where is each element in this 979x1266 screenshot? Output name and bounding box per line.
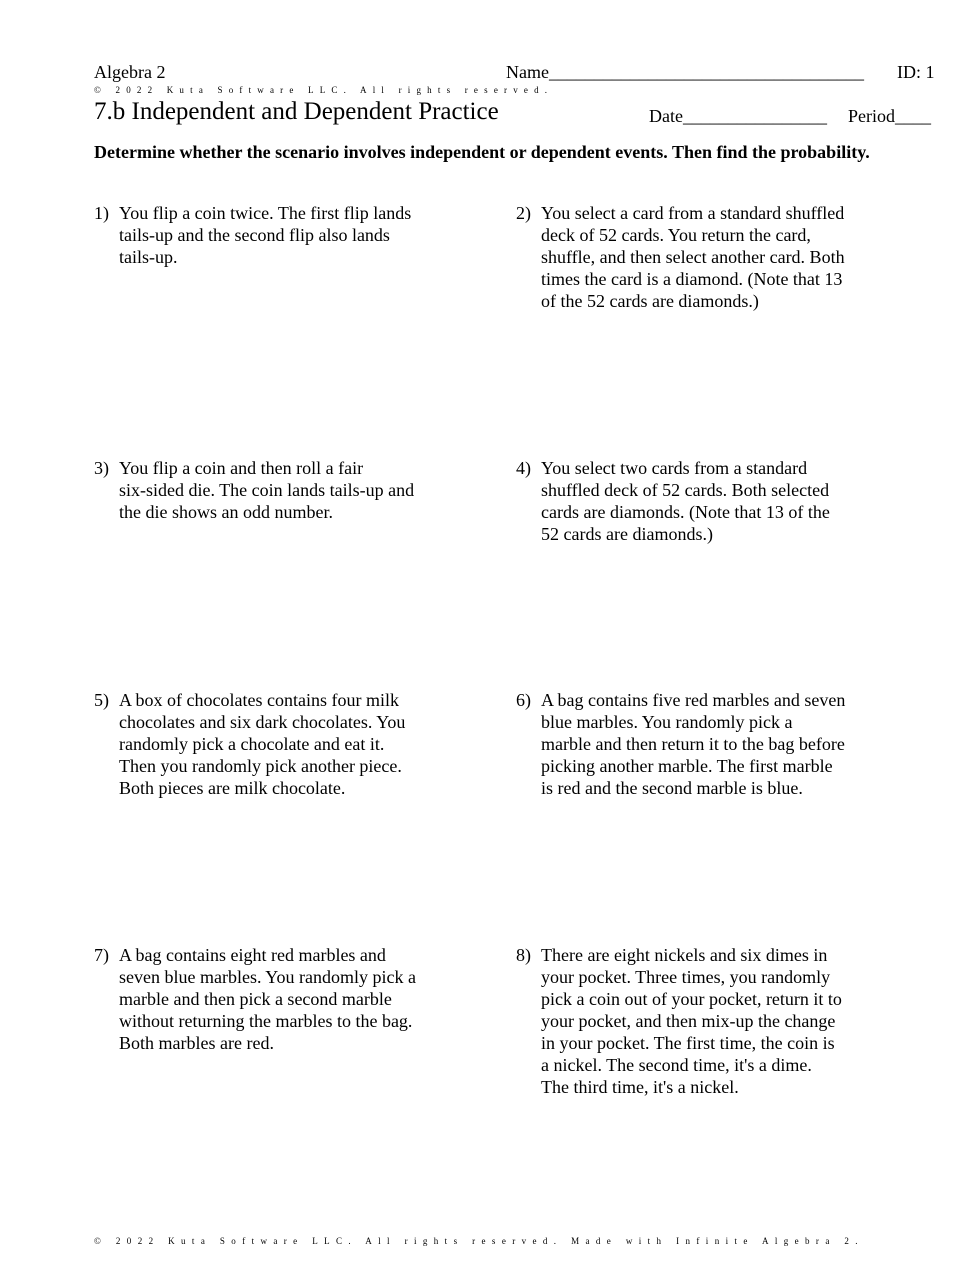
- problem-number: 2): [516, 203, 531, 223]
- instructions: Determine whether the scenario involves independent or dependent events. Then find the probability.: [94, 142, 870, 162]
- problem-number: 1): [94, 203, 109, 223]
- id-label: ID: 1: [897, 62, 935, 82]
- course-label: Algebra 2: [94, 62, 166, 82]
- copyright-header: © 2022 Kuta Software LLC. All rights reserved.: [94, 85, 554, 95]
- problem-text: A box of chocolates contains four milk chocolates and six dark chocolates. You randomly pick a chocolate and eat it. Then you randomly pick another piece. Both pieces are milk chocolate.: [119, 690, 406, 798]
- problem-number: 4): [516, 458, 531, 478]
- copyright-footer: © 2022 Kuta Software LLC. All rights reserved. Made with Infinite Algebra 2.: [94, 1236, 864, 1246]
- problem-text: There are eight nickels and six dimes in your pocket. Three times, you randomly pick a coin out of your pocket, return it to your pocket, and then mix-up the change in your pocket. The first time, the coin is a nickel. The second time, it's a dime. The third time, it's a nickel.: [541, 945, 842, 1097]
- problem-text: You flip a coin and then roll a fair six-sided die. The coin lands tails-up and the die shows an odd number.: [119, 458, 415, 522]
- date-field[interactable]: Date________________: [649, 106, 827, 126]
- problem-number: 8): [516, 945, 531, 965]
- problem-number: 3): [94, 458, 109, 478]
- problem-text: A bag contains eight red marbles and seven blue marbles. You randomly pick a marble and then pick a second marble without returning the marbles to the bag. Both marbles are red.: [119, 945, 416, 1053]
- problem-text: You select two cards from a standard shuffled deck of 52 cards. Both selected cards are diamonds. (Note that 13 of the 52 cards are diamonds.): [541, 458, 830, 544]
- problem-text: You flip a coin twice. The first flip lands tails-up and the second flip also lands tails-up.: [119, 203, 412, 267]
- page-title: 7.b Independent and Dependent Practice: [94, 98, 499, 125]
- problem-text: A bag contains five red marbles and seven blue marbles. You randomly pick a marble and then return it to the bag before picking another marble. The first marble is red and the second marble is blue.: [541, 690, 846, 798]
- name-field[interactable]: Name___________________________________: [506, 62, 864, 82]
- problem-number: 6): [516, 690, 531, 710]
- problem-number: 7): [94, 945, 109, 965]
- problem-number: 5): [94, 690, 109, 710]
- period-field[interactable]: Period____: [848, 106, 931, 126]
- problem-text: You select a card from a standard shuffled deck of 52 cards. You return the card, shuffle, and then select another card. Both times the card is a diamond. (Note that 13 of the 52 cards are diamonds.): [541, 203, 845, 311]
